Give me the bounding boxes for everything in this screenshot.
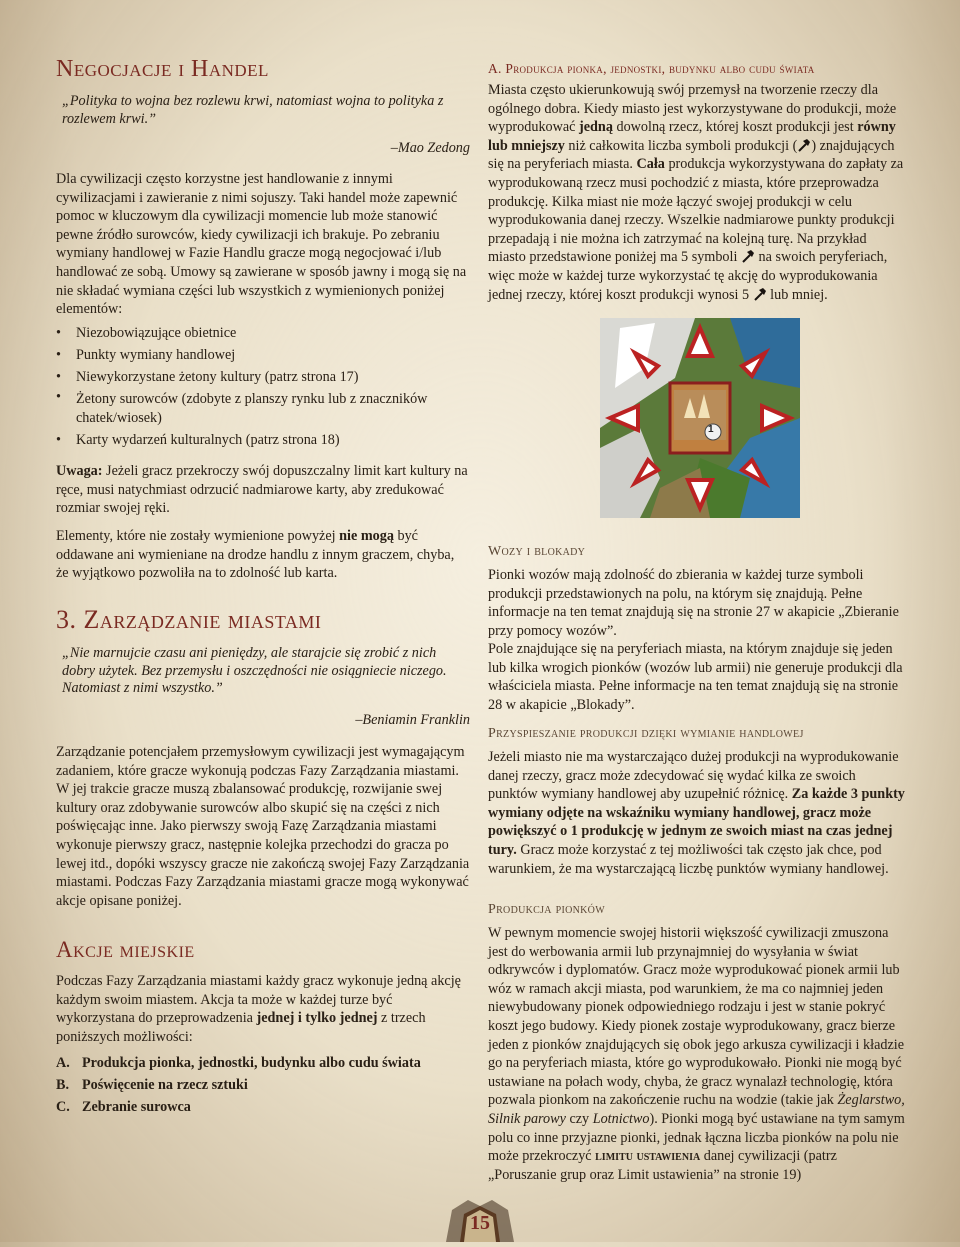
list-item: C. Zebranie surowca	[56, 1099, 191, 1115]
list-item: B. Poświęcenie na rzecz sztuki	[56, 1077, 248, 1093]
trade-elements-list	[56, 322, 470, 451]
page-number-shield	[438, 1196, 522, 1242]
tile-badge: 1	[708, 424, 714, 435]
note-paragraph: Uwaga: Jeżeli gracz przekroczy swój dopuszczalny limit kart kultury na ręce, musi natychmiast odrzucić nadmiarowe karty, aby zredukować rozmiar swojej ręki.	[56, 463, 468, 517]
list-item: • Niezobowiązujące obietnice	[56, 325, 237, 341]
list-item: • Żetony surowców (zdobyte z planszy rynku lub z znaczników chatek/wiosek)	[56, 389, 428, 426]
subsection-title-units: Produkcja pionków	[488, 902, 605, 917]
list-item: • Karty wydarzeń kulturalnych (patrz strona 18)	[56, 432, 340, 449]
note-label: Uwaga:	[56, 463, 103, 479]
list-item: • Punkty wymiany handlowej	[56, 347, 236, 363]
city-actions-paragraph: Podczas Fazy Zarządzania miastami każdy gracz wykonuje jedną akcję każdym swoim miastem. Akcja ta może w każdej turze być wykorzystana do przeprowadzenia jednej i tylko jednej z trzech poniższych możliwości:	[56, 973, 461, 1045]
subsection-title-wagons: Wozy i blokady	[488, 544, 586, 559]
quote-mao: „Polityka to wojna bez rozlewu krwi, natomiast wojna to polityka z rozlewem krwi.”	[62, 93, 444, 127]
city-actions-list	[56, 1052, 470, 1118]
trade-restriction-paragraph: Elementy, które nie zostały wymienione powyżej nie mogą być oddawane ani wymieniane na drodze handlu z innym graczem, chyba, że wyjątkowo pozwoliła na to zdolność lub karta.	[56, 528, 455, 582]
speedup-paragraph: Jeżeli miasto nie ma wystarczająco dużej produkcji na wyprodukowanie danej rzeczy, gracz może zdecydować się wydać kilka ze swoich punktów wymiany handlowej aby uzupełnić różnicę. Za każde 3 punkty wymiany odjęte na wskaźniku wymiany handlowej, gracz może powiększyć o 1 produkcję w jednym ze swoich miast na czas jednej tury. Gracz może korzystać z tej możliwości tak często jak chce, pod warunkiem, że ma wystarczającą liczbę punktów wymiany handlowej.	[488, 749, 905, 877]
quote-franklin: „Nie marnujcie czasu ani pieniędzy, ale starajcie się zrobić z nich dobry użytek. Bez przemysłu i oszczędności nie osiągniecie niczego. Natomiast z nimi wszystko.”	[62, 645, 447, 697]
wagons-paragraph-1: Pionki wozów mają zdolność do zbierania w każdej turze symboli produkcji przedstawionych na polu, na którym się znajdują. Pełne informacje na ten temat znajdują się na stronie 27 w akapicie „Zbieranie przy pomocy wozów”.	[488, 567, 899, 639]
production-paragraph: Miasta często ukierunkowują swój przemysł na tworzenie rzeczy dla ogólnego dobra. Kiedy miasto jest wykorzystywane do produkcji, może wyprodukować jedną dowolną rzecz, której koszt produkcji jest równy lub mniejszy niż całkowita liczba symboli produkcji ( ) znajdujących się na peryferiach miasta. Cała produkcja wykorzystywana do zapłaty za wyprodukowaną rzecz musi pochodzić z miasta, które przeprowadza produkcję. Kilka miast nie może łączyć swojej produkcji w celu wyprodukowania danej rzeczy. Wszelkie nadmiarowe punkty produkcji przepadają i nie można ich zatrzymać na kolejną turę. Na przykład miasto przedstawione poniżej ma 5 symboli na swoich peryferiach, więc może w każdej turze wykorzystać tę akcję do wyprodukowania jednej rzeczy, której koszt produkcji wynosi 5 lub mniej.	[488, 82, 904, 303]
subsection-title-production: A. Produkcja pionka, jednostki, budynku albo cudu świata	[488, 61, 815, 76]
city-tile-illustration	[600, 318, 800, 518]
city-management-paragraph: Zarządzanie potencjałem przemysłowym cywilizacji jest wymagającym zadaniem, które gracze wykonują podczas Fazy Zarządzania miastami. W jej trakcie gracze muszą zbalansować produkcję, rozwijanie swej kultury oraz zdobywanie surowców albo skupić się na części z nich poświęcając inne. Jako pierwszy swoją Fazę Zarządzania miastami wykonuje pierwszy gracz, następnie kolejka przechodzi do gracza po lewej itd., dopóki wszyscy gracze nie zakończą swojej Fazy Zarządzania miastami. Podczas Fazy Zarządzania miastami gracze mogą wykonywać akcje opisane poniżej.	[56, 744, 470, 909]
negotiation-intro-paragraph: Dla cywilizacji często korzystne jest handlowanie z innymi cywilizacjami i zawieranie z nimi sojuszy. Taki handel może zapewnić pomoc w kluczowym dla cywilizacji momencie lub może stanowić pewne źródło surowców, kiedy cywilizacji ich brakuje. Po zebraniu wymiany handlowej w Fazie Handlu gracze mogą negocjować i/lub handlować ze sobą. Umowy są zawierane w sposób jawny i mogą się na nie składać wymiana części lub wszystkich z wymienionych poniżej elementów:	[56, 171, 467, 318]
wagons-paragraph-2: Pole znajdujące się na peryferiach miasta, na którym znajduje się jeden lub kilka wrogich pionków (wozów lub armii) nie generuje produkcji dla właściciela miasta. Pełne informacje na ten temat znajdują się na stronie 28 w akapicie „Blokady”.	[488, 641, 903, 713]
quote-author-franklin: –Beniamin Franklin	[355, 712, 470, 728]
section-title-negotiation: Negocjacje i Handel	[56, 56, 269, 82]
hammer-icon	[741, 249, 755, 263]
list-item: • Niewykorzystane żetony kultury (patrz strona 17)	[56, 369, 359, 385]
section-title-city-management: 3. Zarządzanie miastami	[56, 605, 322, 634]
hammer-icon	[797, 138, 811, 152]
quote-author-mao: –Mao Zedong	[390, 140, 470, 156]
page-number: 15	[470, 1212, 490, 1234]
hammer-icon	[753, 287, 767, 301]
list-item: A. Produkcja pionka, jednostki, budynku albo cudu świata	[56, 1055, 421, 1071]
section-title-city-actions: Akcje miejskie	[56, 937, 195, 962]
units-paragraph: W pewnym momencie swojej historii większość cywilizacji zmuszona jest do werbowania armii lub przynajmniej do wysyłania w świat odkrywców i dyplomatów. Gracz może wyprodukować pionek armii lub wóz w ramach akcji miasta, pod warunkiem, że ma co najmniej jeden niewybudowany pionek odpowiedniego rodzaju i jest w stanie pokryć koszt jego budowy. Kiedy pionek zostaje wyprodukowany, gracz bierze jeden z pionków znajdujących się obok jego arkusza cywilizacji i kładzie go na peryferiach miasta, które go wyprodukowało. Pionki nie mogą być ustawiane na połach wody, chyba, że gracz wynalazł technologię, która pozwala pionkom na zakończenie ruchu na wodzie (takie jak Żeglarstwo, Silnik parowy czy Lotnictwo). Pionki mogą być ustawiane na tym samym polu co inne przyjazne pionki, jednak łączna liczba pionków na polu nie może przekroczyć limitu ustawienia danej cywilizacji (patrz „Poruszanie grup oraz Limit ustawienia” na stronie 19)	[488, 925, 905, 1183]
subsection-title-speedup: Przyspieszanie produkcji dzięki wymianie handlowej	[488, 726, 804, 741]
